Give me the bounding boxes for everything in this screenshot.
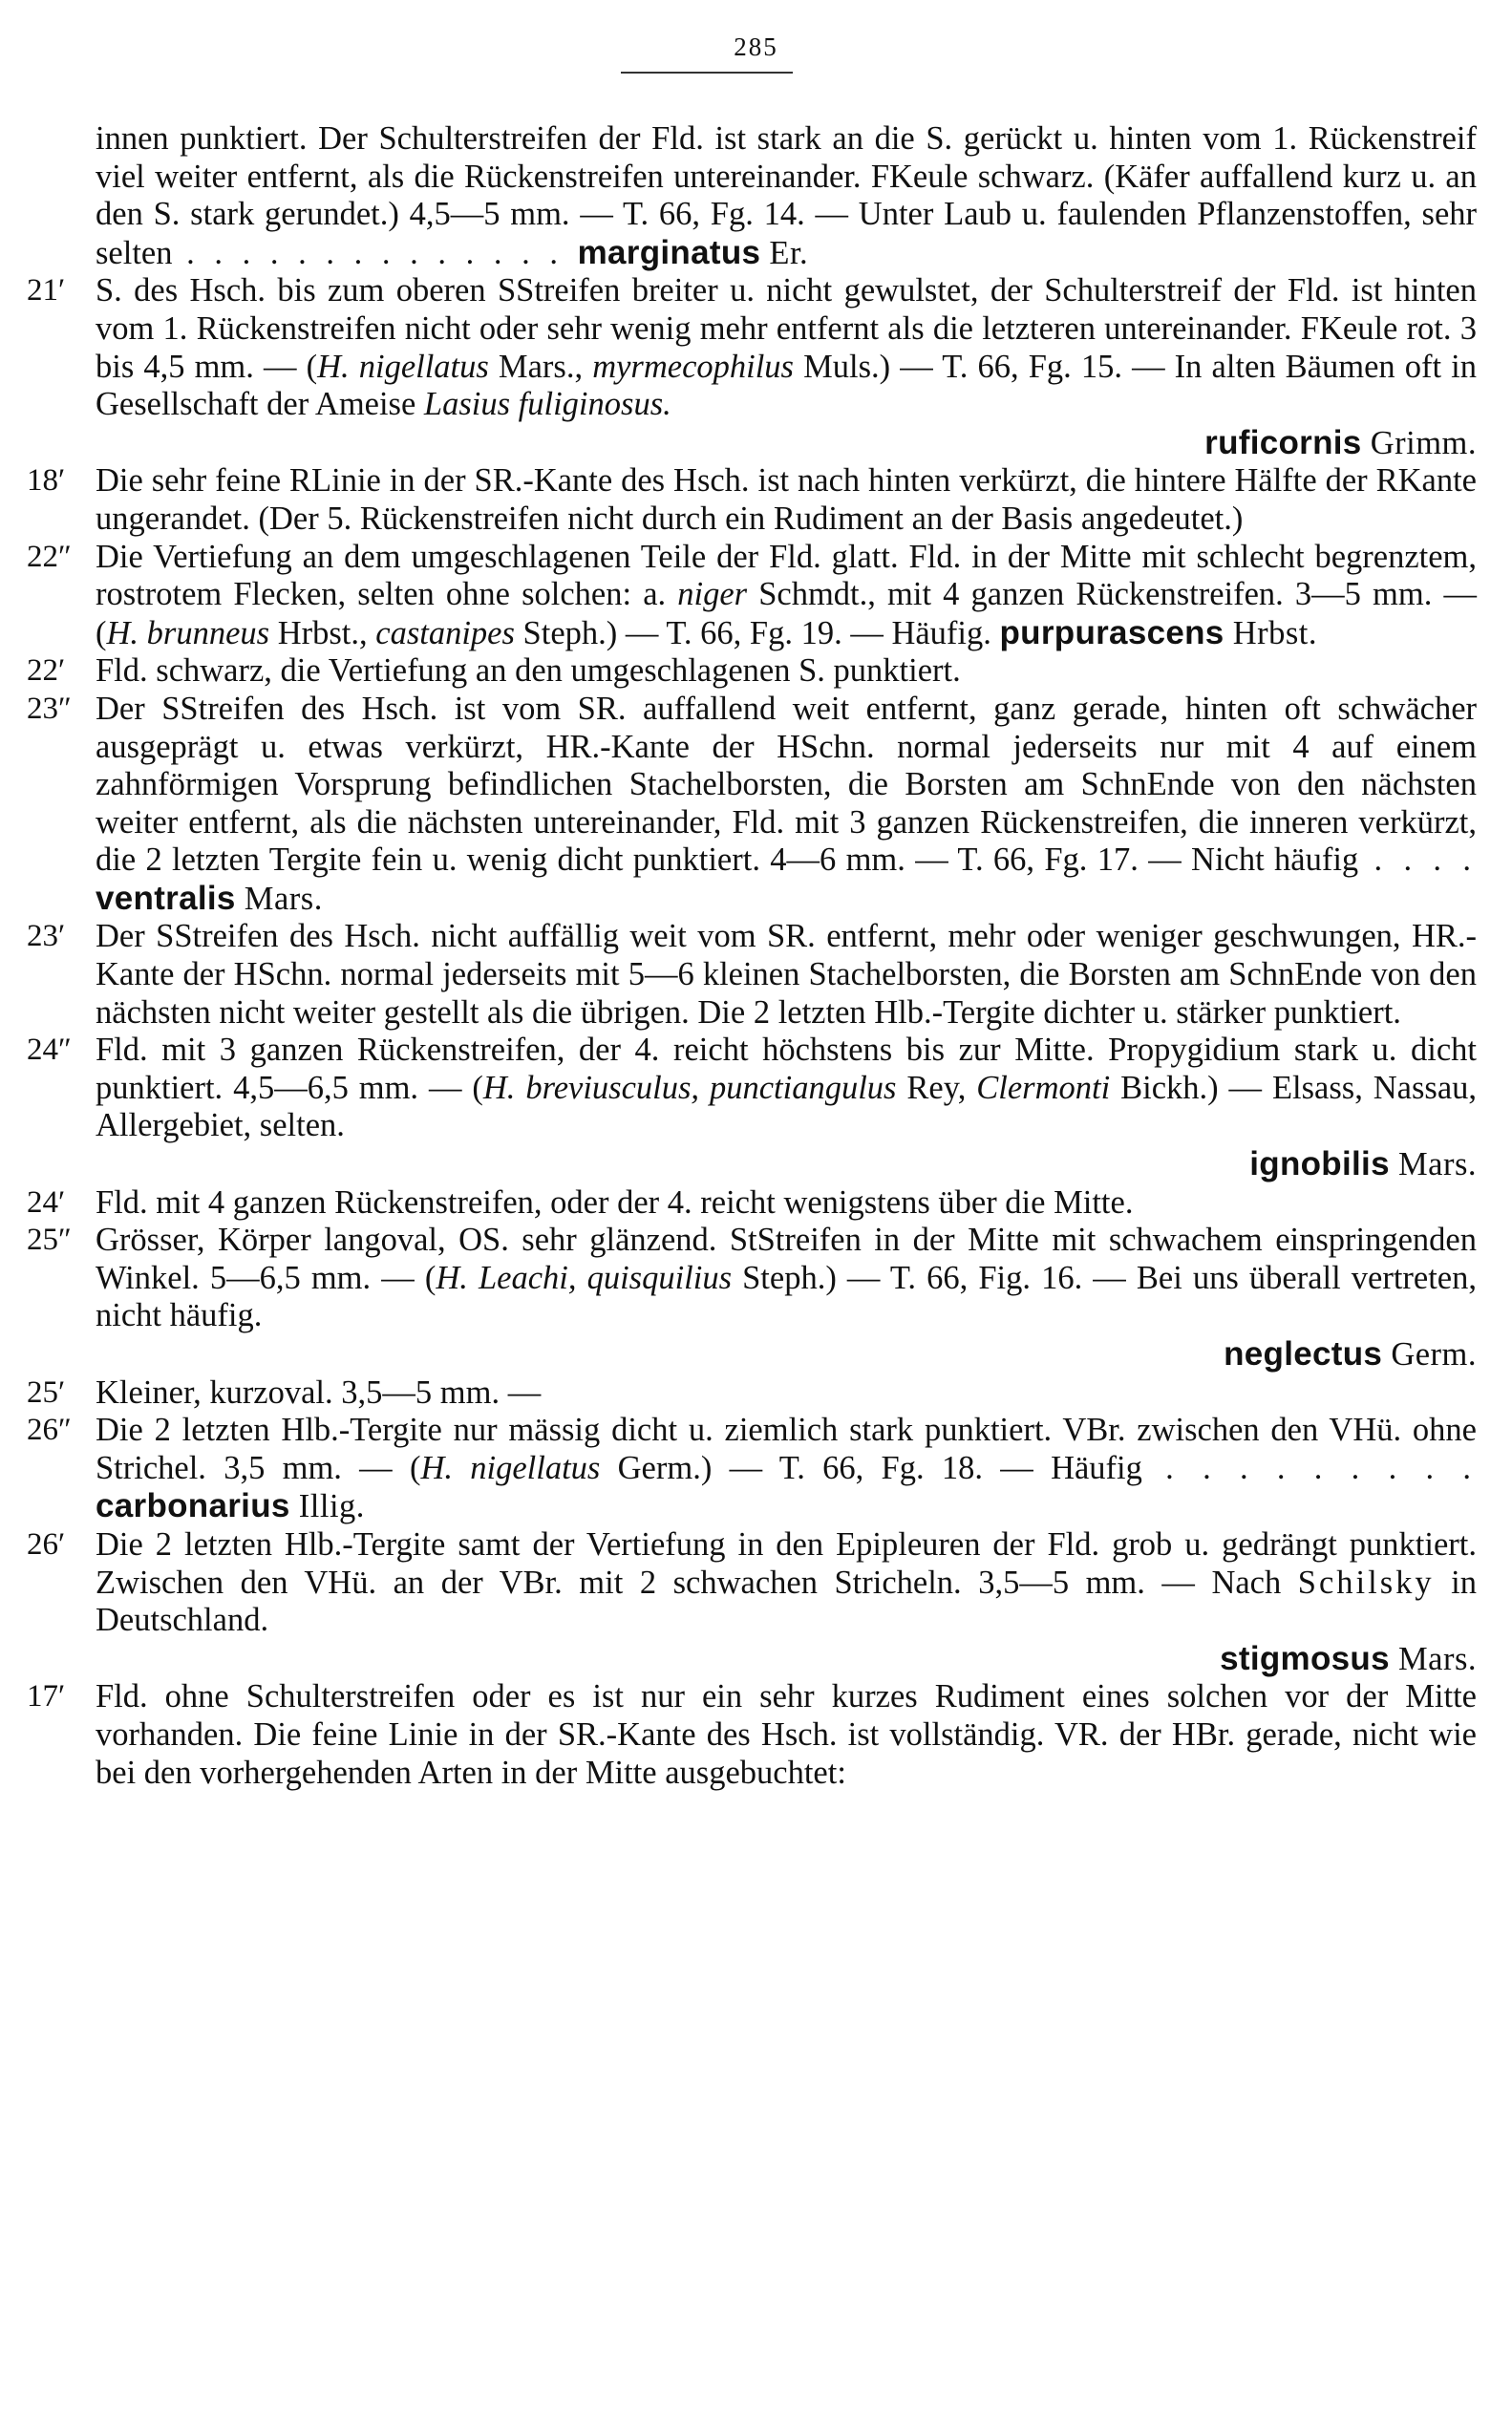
leader-dots: . . . . . . . . . . . . . . (172, 234, 578, 271)
synonym: Lasius fuliginosus. (423, 386, 671, 423)
entry-26-double-prime (27, 1412, 1478, 1526)
header-rule (621, 72, 793, 74)
entry-text: in Deutschland. (96, 1564, 1478, 1639)
taxon-name: purpurascens (999, 613, 1225, 651)
entry-text: Der SStreifen des Hsch. ist vom SR. auffallend weit entfernt, ganz gerade, hinten oft schwächer ausgeprägt u. etwas verkürzt, HR.-Kante der HSchn. normal jederseits nur mit 4 auf einem zahnförmigen Vorsprung befindlichen Stachelborsten, die Borsten am SchnEnde von den nächsten weiter entfernt, als die nächsten untereinander, Fld. mit 3 ganzen Rückenstreifen, die inneren verkürzt, die 2 letzten Tergite fein u. wenig dicht punktiert. 4—6 mm. — T. 66, Fg. 17. — Nicht häufig (96, 690, 1477, 879)
taxon-author: Mars. (235, 880, 323, 917)
couplet-number: 22′ (27, 653, 66, 689)
taxon-author: Germ. (1382, 1336, 1477, 1373)
entry-text: Mars., (488, 348, 593, 385)
synonym: H. Leachi, quisquilius (436, 1259, 733, 1296)
entry-text: Die 2 letzten Hlb.-Tergite nur mässig dicht u. ziemlich stark punktiert. VBr. zwischen den VHü. ohne Strichel. 3,5 mm. — ( (96, 1412, 1477, 1486)
couplet-number: 24″ (27, 1033, 72, 1068)
entry-text: Der SStreifen des Hsch. nicht auffällig weit vom SR. entfernt, mehr oder weniger geschwungen, HR.-Kante der HSchn. normal jederseits mit 5—6 kleinen Stachelborsten, die Borsten am SchnEnde von den nächsten nicht weiter gestellt als die übrigen. Die 2 letzten Hlb.-Tergite dichter u. stärker punktiert. (96, 918, 1477, 1031)
couplet-number: 25′ (27, 1374, 66, 1410)
entry-text: Fld. mit 4 ganzen Rückenstreifen, oder der 4. reicht wenigstens über die Mitte. (96, 1183, 1134, 1221)
entry-text: Steph.) — T. 66, Fig. 16. — Bei uns überall vertreten, nicht häufig. (96, 1259, 1477, 1334)
entry-24-double-prime (27, 1032, 1478, 1183)
taxon-name: carbonarius (96, 1487, 290, 1525)
taxon-line (96, 424, 1477, 463)
taxon-line (96, 1640, 1477, 1679)
entry-18-prime (27, 462, 1477, 538)
entry-text: Kleiner, kurzoval. 3,5—5 mm. — (96, 1374, 542, 1411)
entry-text: Schmdt., mit 4 ganzen Rückenstreifen. 3—5 mm. — ( (96, 576, 1477, 651)
taxon-author: Mars. (1389, 1640, 1477, 1677)
taxon-author: Er. (760, 234, 809, 271)
entry-23-double-prime (27, 690, 1477, 919)
entry-23-prime (27, 918, 1477, 1032)
entry-text: innen punktiert. Der Schulterstreifen der Fld. ist stark an die S. gerückt u. hinten vom 1. Rückenstreif viel weiter entfernt, als die Rückenstreifen untereinander. FKeule schwarz. (Käfer auffallend kurz u. an den S. stark gerundet.) 4,5—5 mm. — T. 66, Fg. 14. — Unter Laub u. faulenden Pflanzenstoffen, sehr selten (96, 120, 1477, 271)
spaced-name: Schilsky (1297, 1564, 1435, 1601)
taxon-author: Grimm. (1361, 424, 1477, 461)
couplet-number: 26″ (27, 1413, 72, 1448)
synonym: castanipes (375, 614, 515, 651)
entry-text: Fld. ohne Schulterstreifen oder es ist nur ein sehr kurzes Rudiment eines solchen vor der Mitte vorhanden. Die feine Linie in der SR.-Kante des Hsch. ist vollständig. VR. der HBr. gerade, nicht wie bei den vorhergehenden Arten in der Mitte ausgebuchtet: (96, 1678, 1477, 1791)
synonym: H. brunneus (106, 614, 270, 651)
entry-text: Die 2 letzten Hlb.-Tergite samt der Vertiefung in den Epipleuren der Fld. grob u. gedrängt punktiert. Zwischen den VHü. an der VBr. mit 2 schwachen Stricheln. 3,5—5 mm. — Nach (96, 1525, 1477, 1601)
entry-text: S. des Hsch. bis zum oberen SStreifen breiter u. nicht gewulstet, der Schulterstreif der Fld. ist hinten vom 1. Rückenstreifen nicht oder sehr wenig mehr entfernt als die letzteren untereinander. FKeule rot. 3 bis 4,5 mm. — ( (96, 272, 1477, 385)
entry-26-prime (27, 1525, 1478, 1678)
entry-text: Die sehr feine RLinie in der SR.-Kante des Hsch. ist nach hinten verkürzt, die hintere Hälfte der RKante ungerandet. (Der 5. Rückenstreifen nicht durch ein Rudiment an der Basis angedeutet.) (96, 462, 1477, 537)
taxon-name: marginatus (577, 233, 761, 271)
synonym: H. nigellatus (420, 1449, 601, 1486)
taxon-name: ignobilis (1249, 1145, 1390, 1183)
entry-text: Muls.) — T. 66, Fg. 15. — In alten Bäumen oft in Gesellschaft der Ameise (96, 348, 1478, 423)
entry-21-prime (27, 272, 1478, 462)
entry-text: Hrbst., (269, 614, 376, 651)
couplet-number: 21′ (27, 273, 66, 309)
entry-text: Grösser, Körper langoval, OS. sehr glänzend. StStreifen in der Mitte mit schwachem einspringenden Winkel. 5—6,5 mm. — ( (96, 1222, 1477, 1296)
entry-text: Fld. schwarz, die Vertiefung an den umgeschlagenen S. punktiert. (96, 652, 961, 690)
couplet-number: 23″ (27, 691, 72, 726)
synonym: H. breviusculus, punctiangulus (482, 1069, 897, 1106)
couplet-number: 18′ (27, 463, 66, 499)
synonym: H. nigellatus (317, 348, 489, 385)
entry-22-double-prime (27, 538, 1477, 653)
entry-text: Germ.) — T. 66, Fg. 18. — Häufig (600, 1449, 1142, 1486)
entry-text: Bickh.) — Elsass, Nassau, Allergebiet, selten. (96, 1069, 1478, 1144)
leader-dots: . . . . . . . . . (1141, 1449, 1478, 1486)
entry-25-double-prime (27, 1222, 1477, 1374)
entry-25-prime (27, 1374, 1477, 1413)
key-text (27, 120, 1478, 1792)
couplet-number: 25″ (27, 1223, 72, 1258)
entry-text: Steph.) — T. 66, Fg. 19. — Häufig. (514, 614, 1000, 651)
entry-text: Die Vertiefung an dem umgeschlagenen Teile der Fld. glatt. Fld. in der Mitte mit schlecht begrenztem, rostrotem Flecken, selten ohne solchen: a. (96, 538, 1477, 613)
taxon-name: stigmosus (1220, 1639, 1390, 1677)
taxon-author: Illig. (289, 1488, 365, 1525)
leader-dots: . . . . (1358, 841, 1477, 879)
couplet-number: 23′ (27, 919, 66, 954)
taxon-author: Mars. (1389, 1146, 1477, 1183)
entry-17-prime (27, 1678, 1477, 1792)
couplet-number: 17′ (27, 1679, 66, 1715)
synonym: Clermonti (976, 1069, 1111, 1106)
taxon-name: ruficornis (1204, 423, 1362, 461)
entry-marginatus (96, 120, 1477, 272)
taxon-line (96, 1145, 1477, 1184)
synonym: myrmecophilus (592, 348, 794, 385)
couplet-number: 22″ (27, 539, 72, 574)
page-number: 285 (734, 32, 778, 61)
entry-24-prime (27, 1183, 1477, 1223)
taxon-name: ventralis (96, 879, 236, 917)
taxon-line (96, 1335, 1477, 1374)
entry-text: Rey, (896, 1069, 977, 1106)
couplet-number: 24′ (27, 1184, 66, 1220)
synonym: niger (677, 576, 748, 613)
taxon-author: Hrbst. (1224, 614, 1317, 651)
couplet-number: 26′ (27, 1526, 66, 1562)
taxon-name: neglectus (1224, 1335, 1383, 1373)
entry-22-prime (27, 652, 1477, 691)
entry-text: Fld. mit 3 ganzen Rückenstreifen, der 4. reicht höchstens bis zur Mitte. Propygidium stark u. dicht punktiert. 4,5—6,5 mm. — ( (96, 1032, 1477, 1106)
